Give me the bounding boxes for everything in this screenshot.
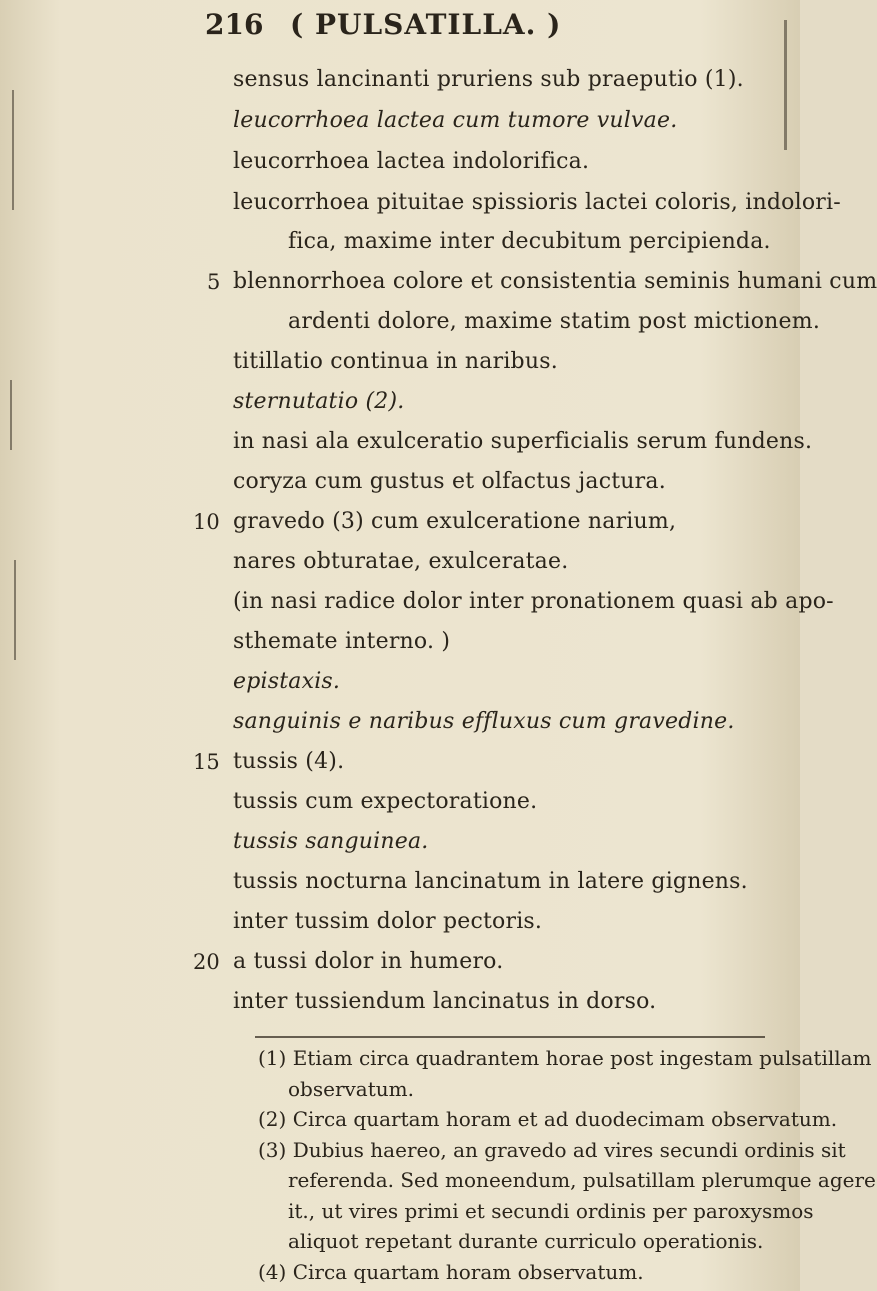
text-line: gravedo (3) cum exulceratione narium, [233, 509, 677, 534]
footnote-line: aliquot repetant durante curriculo operationis. [288, 1229, 764, 1254]
text-line: nares obturatae, exulceratae. [233, 549, 569, 574]
text-line: titillatio continua in naribus. [233, 349, 558, 374]
text-line: tussis (4). [233, 749, 345, 774]
text-line: leucorrhoea pituitae spissioris lactei coloris, indolori- [233, 190, 841, 215]
footnote-line: (3) Dubius haereo, an gravedo ad vires secundi ordinis sit [258, 1137, 846, 1162]
text-line: in nasi ala exulceratio superficialis serum fundens. [233, 429, 813, 454]
footnote-line: (1) Etiam circa quadrantem horae post ingestam pulsatillam [258, 1046, 872, 1070]
text-line: epistaxis. [233, 669, 341, 694]
text-line: sthemate interno. ) [233, 629, 451, 654]
text-line: leucorrhoea lactea cum tumore vulvae. [233, 108, 678, 133]
bleed-through-mark [10, 380, 12, 450]
line-number: 10 [193, 510, 220, 534]
text-line: tussis cum expectoratione. [233, 789, 538, 814]
footnote-separator [255, 1036, 765, 1038]
line-number: 5 [207, 270, 221, 294]
text-line: fica, maxime inter decubitum percipienda. [288, 229, 771, 254]
text-line: tussis nocturna lancinatum in latere gignens. [233, 869, 748, 894]
text-line: inter tussiendum lancinatus in dorso. [233, 989, 657, 1014]
text-line: sanguinis e naribus effluxus cum gravedine. [233, 709, 735, 734]
footnote-line: (2) Circa quartam horam et ad duodecimam observatum. [258, 1107, 838, 1132]
text-line: sensus lancinanti pruriens sub praeputio (1). [233, 67, 744, 92]
text-line: (in nasi radice dolor inter pronationem quasi ab apo- [233, 589, 834, 614]
text-line: blennorrhoea colore et consistentia seminis humani cum [233, 269, 877, 294]
bleed-through-mark [12, 90, 14, 210]
footnote-line: it., ut vires primi et secundi ordinis per paroxysmos [288, 1198, 814, 1223]
bleed-through-mark [14, 560, 16, 660]
text-line: leucorrhoea lactea indolorifica. [233, 149, 590, 174]
text-line: tussis sanguinea. [233, 829, 429, 854]
footnote-line: referenda. Sed moneendum, pulsatillam plerumque agere [288, 1168, 876, 1193]
text-line: sternutatio (2). [233, 389, 405, 414]
bleed-through-mark [784, 20, 787, 150]
footnote-line: (4) Circa quartam horam observatum. [258, 1260, 644, 1284]
page-number: 216 [205, 8, 264, 41]
text-line: ardenti dolore, maxime statim post mictionem. [288, 309, 821, 334]
text-line: coryza cum gustus et olfactus jactura. [233, 469, 666, 494]
text-line: a tussi dolor in humero. [233, 949, 504, 974]
footnote-line: observatum. [288, 1076, 414, 1101]
line-number: 15 [193, 750, 220, 774]
running-head-title: ( PULSATILLA. ) [290, 8, 562, 41]
text-line: inter tussim dolor pectoris. [233, 909, 543, 934]
line-number: 20 [193, 950, 220, 974]
